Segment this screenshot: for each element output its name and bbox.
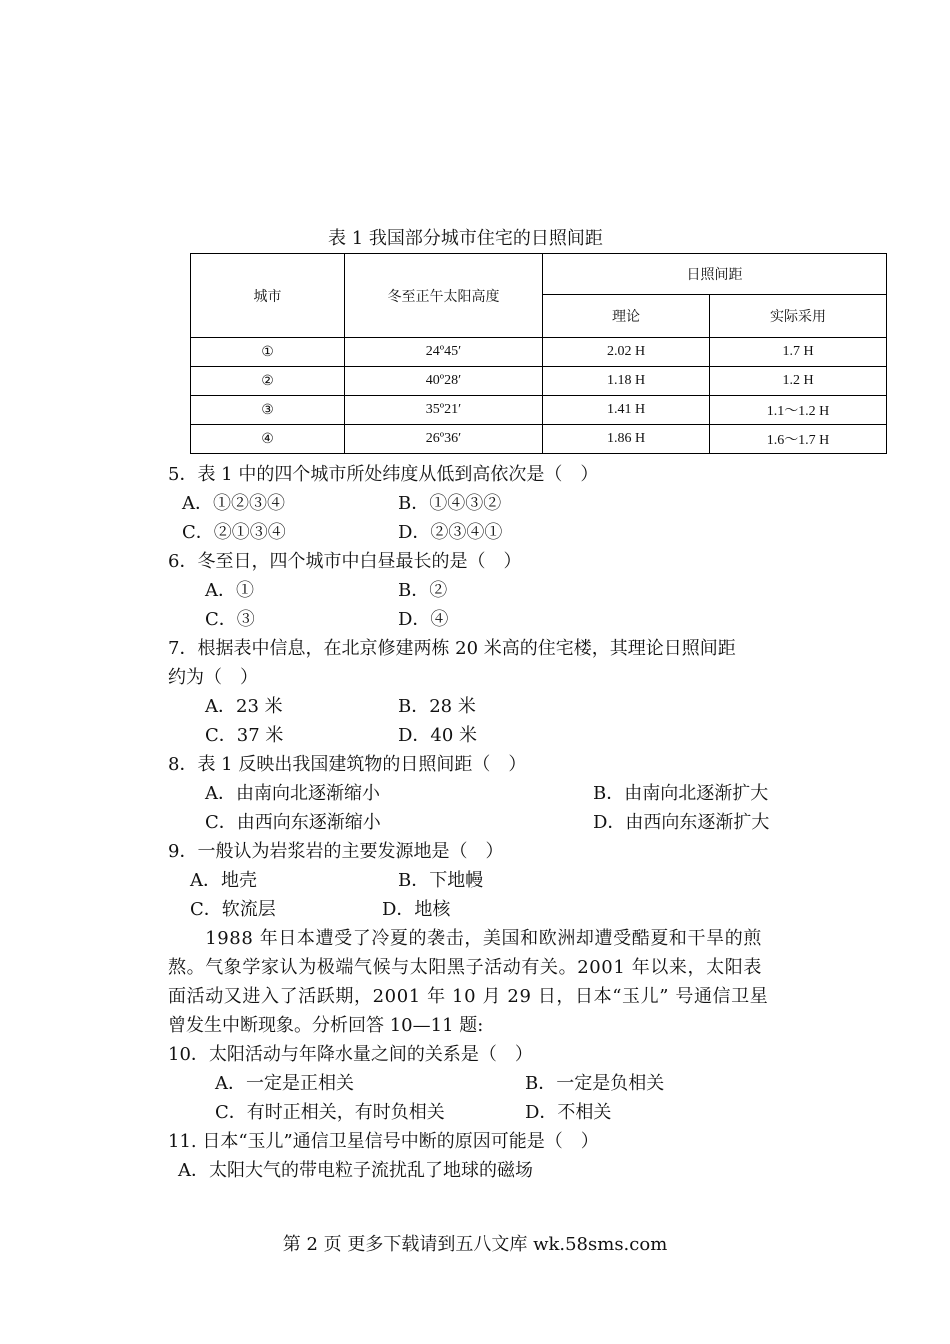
- cell-angle: 24º45′: [345, 338, 543, 367]
- question-7-stem: 7．根据表中信息，在北京修建两栋 20 米高的住宅楼，其理论日照间距: [168, 638, 736, 659]
- q9-option-b: B．下地幔: [398, 870, 484, 891]
- cell-city: ②: [191, 367, 345, 396]
- question-6-stem: 6．冬至日，四个城市中白昼最长的是（ ）: [168, 551, 522, 572]
- table-row: [191, 425, 887, 454]
- page-footer: 第 2 页 更多下载请到五八文库 wk.58sms.com: [282, 1234, 668, 1255]
- q8-option-b: B．由南向北逐渐扩大: [593, 783, 769, 804]
- q5-option-b: B．①④③②: [398, 493, 502, 514]
- q6-option-b: B．②: [398, 580, 448, 601]
- q10-option-d: D．不相关: [525, 1102, 612, 1123]
- cell-city: ④: [191, 425, 345, 454]
- table-row: [191, 367, 887, 396]
- header-spacing: 日照间距: [543, 254, 887, 295]
- header-sun-height: 冬至正午太阳高度: [345, 254, 543, 338]
- cell-theory: 1.86 H: [543, 425, 710, 454]
- cell-angle: 35º21′: [345, 396, 543, 425]
- cell-angle: 26º36′: [345, 425, 543, 454]
- question-11-stem: 11. 日本“玉儿”通信卫星信号中断的原因可能是（ ）: [168, 1131, 599, 1152]
- table-caption: 表 1 我国部分城市住宅的日照间距: [328, 228, 603, 249]
- question-8-stem: 8．表 1 反映出我国建筑物的日照间距（ ）: [168, 754, 527, 775]
- passage-line-1: 1988 年日本遭受了冷夏的袭击，美国和欧洲却遭受酷夏和干旱的煎: [168, 928, 762, 949]
- header-city: 城市: [191, 254, 345, 338]
- question-5-stem: 5．表 1 中的四个城市所处纬度从低到高依次是（ ）: [168, 464, 599, 485]
- cell-angle: 40º28′: [345, 367, 543, 396]
- cell-actual: 1.2 H: [710, 367, 887, 396]
- q5-option-c: C．②①③④: [182, 522, 286, 543]
- q8-option-d: D．由西向东逐渐扩大: [593, 812, 770, 833]
- q5-option-a: A．①②③④: [182, 493, 285, 514]
- question-9-stem: 9．一般认为岩浆岩的主要发源地是（ ）: [168, 841, 504, 862]
- cell-city: ①: [191, 338, 345, 367]
- table-row: [191, 338, 887, 367]
- header-actual: 实际采用: [710, 295, 887, 338]
- q7-option-b: B．28 米: [398, 696, 476, 717]
- cell-actual: 1.6～1.7 H: [710, 425, 887, 454]
- cell-actual: 1.7 H: [710, 338, 887, 367]
- cell-city: ③: [191, 396, 345, 425]
- q7-option-c: C．37 米: [205, 725, 284, 746]
- cell-theory: 1.18 H: [543, 367, 710, 396]
- q9-option-c: C．软流层: [190, 899, 276, 920]
- question-10-stem: 10．太阳活动与年降水量之间的关系是（ ）: [168, 1044, 533, 1065]
- passage-line-3: 面活动又进入了活跃期，2001 年 10 月 29 日，日本“玉儿” 号通信卫星: [168, 986, 769, 1007]
- header-theory: 理论: [543, 295, 710, 338]
- q6-option-d: D．④: [398, 609, 449, 630]
- passage-line-2: 熬。气象学家认为极端气候与太阳黑子活动有关。2001 年以来，太阳表: [168, 957, 762, 978]
- question-7-stem-cont: 约为（ ）: [168, 667, 258, 688]
- passage-line-4: 曾发生中断现象。分析回答 10—11 题:: [168, 1015, 484, 1036]
- q6-option-a: A．①: [205, 580, 254, 601]
- cell-theory: 1.41 H: [543, 396, 710, 425]
- q7-option-a: A．23 米: [205, 696, 283, 717]
- cell-actual: 1.1～1.2 H: [710, 396, 887, 425]
- q10-option-a: A．一定是正相关: [215, 1073, 354, 1094]
- q8-option-c: C．由西向东逐渐缩小: [205, 812, 381, 833]
- q6-option-c: C．③: [205, 609, 255, 630]
- q10-option-b: B．一定是负相关: [525, 1073, 665, 1094]
- cell-theory: 2.02 H: [543, 338, 710, 367]
- q7-option-d: D．40 米: [398, 725, 478, 746]
- q5-option-d: D．②③④①: [398, 522, 503, 543]
- q8-option-a: A．由南向北逐渐缩小: [205, 783, 380, 804]
- q10-option-c: C．有时正相关，有时负相关: [215, 1102, 445, 1123]
- q11-option-a: A．太阳大气的带电粒子流扰乱了地球的磁场: [178, 1160, 533, 1181]
- table-row: [191, 396, 887, 425]
- q9-option-d: D．地核: [382, 899, 451, 920]
- sunshine-spacing-table: [190, 253, 887, 454]
- q9-option-a: A．地壳: [190, 870, 257, 891]
